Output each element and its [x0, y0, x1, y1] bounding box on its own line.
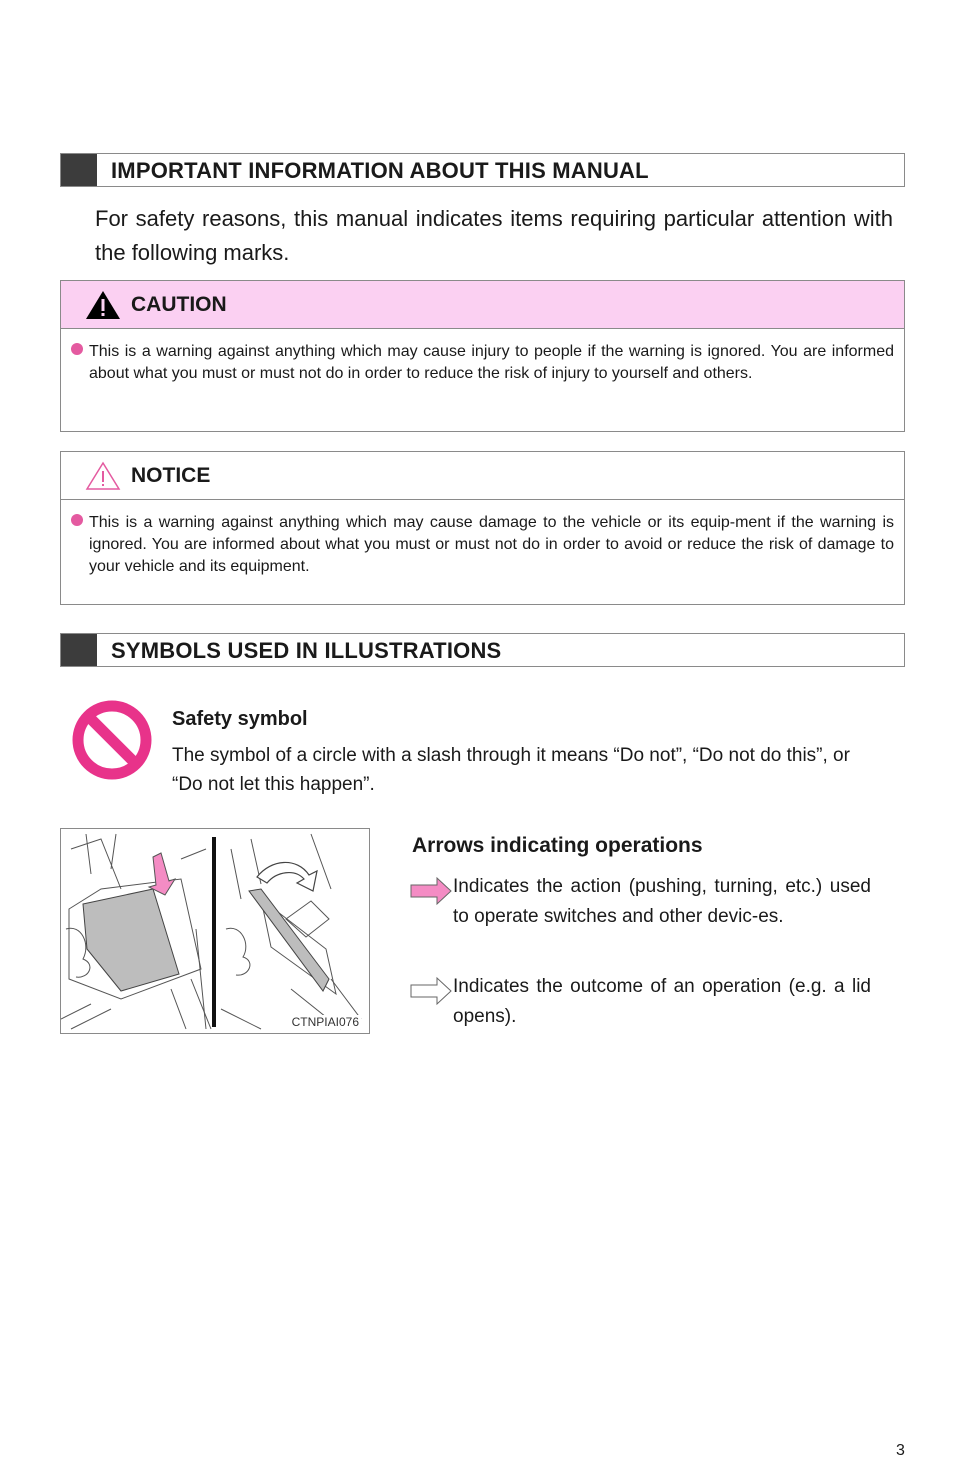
action-arrow-row: [410, 872, 870, 972]
notice-triangle-icon: [85, 461, 121, 491]
safety-symbol-title: Safety symbol: [172, 708, 308, 730]
caution-body: [61, 329, 904, 397]
page-number: 3: [896, 1442, 905, 1459]
notice-box: [60, 451, 905, 605]
action-arrow-description: Indicates the action (pushing, turning, etc.) used to operate switches and other devic-es.: [453, 876, 871, 927]
section-header-block: [61, 154, 97, 186]
safety-symbol-description: The symbol of a circle with a slash through it means “Do not”, “Do not do this”, or “Do not let this happen”.: [172, 745, 850, 795]
illustration-code: CTNPIAI076: [291, 1015, 359, 1029]
console-lid-illustration: [61, 829, 369, 1033]
notice-text: This is a warning against anything which may cause damage to the vehicle or its equip-ment if the warning is ignored. You are informed about what you must or must not do in order to avoid or reduce the risk of damage to your vehicle and its equipment.: [89, 514, 894, 575]
outcome-arrow-icon: [410, 976, 452, 1006]
notice-body: [61, 500, 904, 590]
notice-label: NOTICE: [131, 464, 211, 487]
section-header-symbols: [60, 633, 905, 667]
section-header-block: [61, 634, 97, 666]
caution-label: CAUTION: [131, 293, 227, 316]
action-arrow-icon: [410, 876, 452, 906]
caution-text: This is a warning against anything which may cause injury to people if the warning is ignored. You are informed about what you must or must not do in order to reduce the risk of injury to yourself and others.: [89, 343, 894, 382]
bullet-icon: [71, 514, 83, 526]
section-title-important: IMPORTANT INFORMATION ABOUT THIS MANUAL: [111, 158, 649, 183]
intro-paragraph: For safety reasons, this manual indicates items requiring particular attention with the following marks.: [95, 206, 893, 265]
outcome-arrow-description: Indicates the outcome of an operation (e.g. a lid opens).: [453, 976, 871, 1027]
caution-header: [61, 281, 904, 329]
arrows-title: Arrows indicating operations: [412, 834, 703, 857]
prohibition-icon: [72, 700, 152, 780]
section-header-important: [60, 153, 905, 187]
notice-header: [61, 452, 904, 500]
bullet-icon: [71, 343, 83, 355]
warning-triangle-icon: [85, 290, 121, 320]
operation-illustration: [60, 828, 370, 1034]
outcome-arrow-row: [410, 972, 870, 1042]
section-title-symbols: SYMBOLS USED IN ILLUSTRATIONS: [111, 638, 502, 663]
caution-box: [60, 280, 905, 432]
